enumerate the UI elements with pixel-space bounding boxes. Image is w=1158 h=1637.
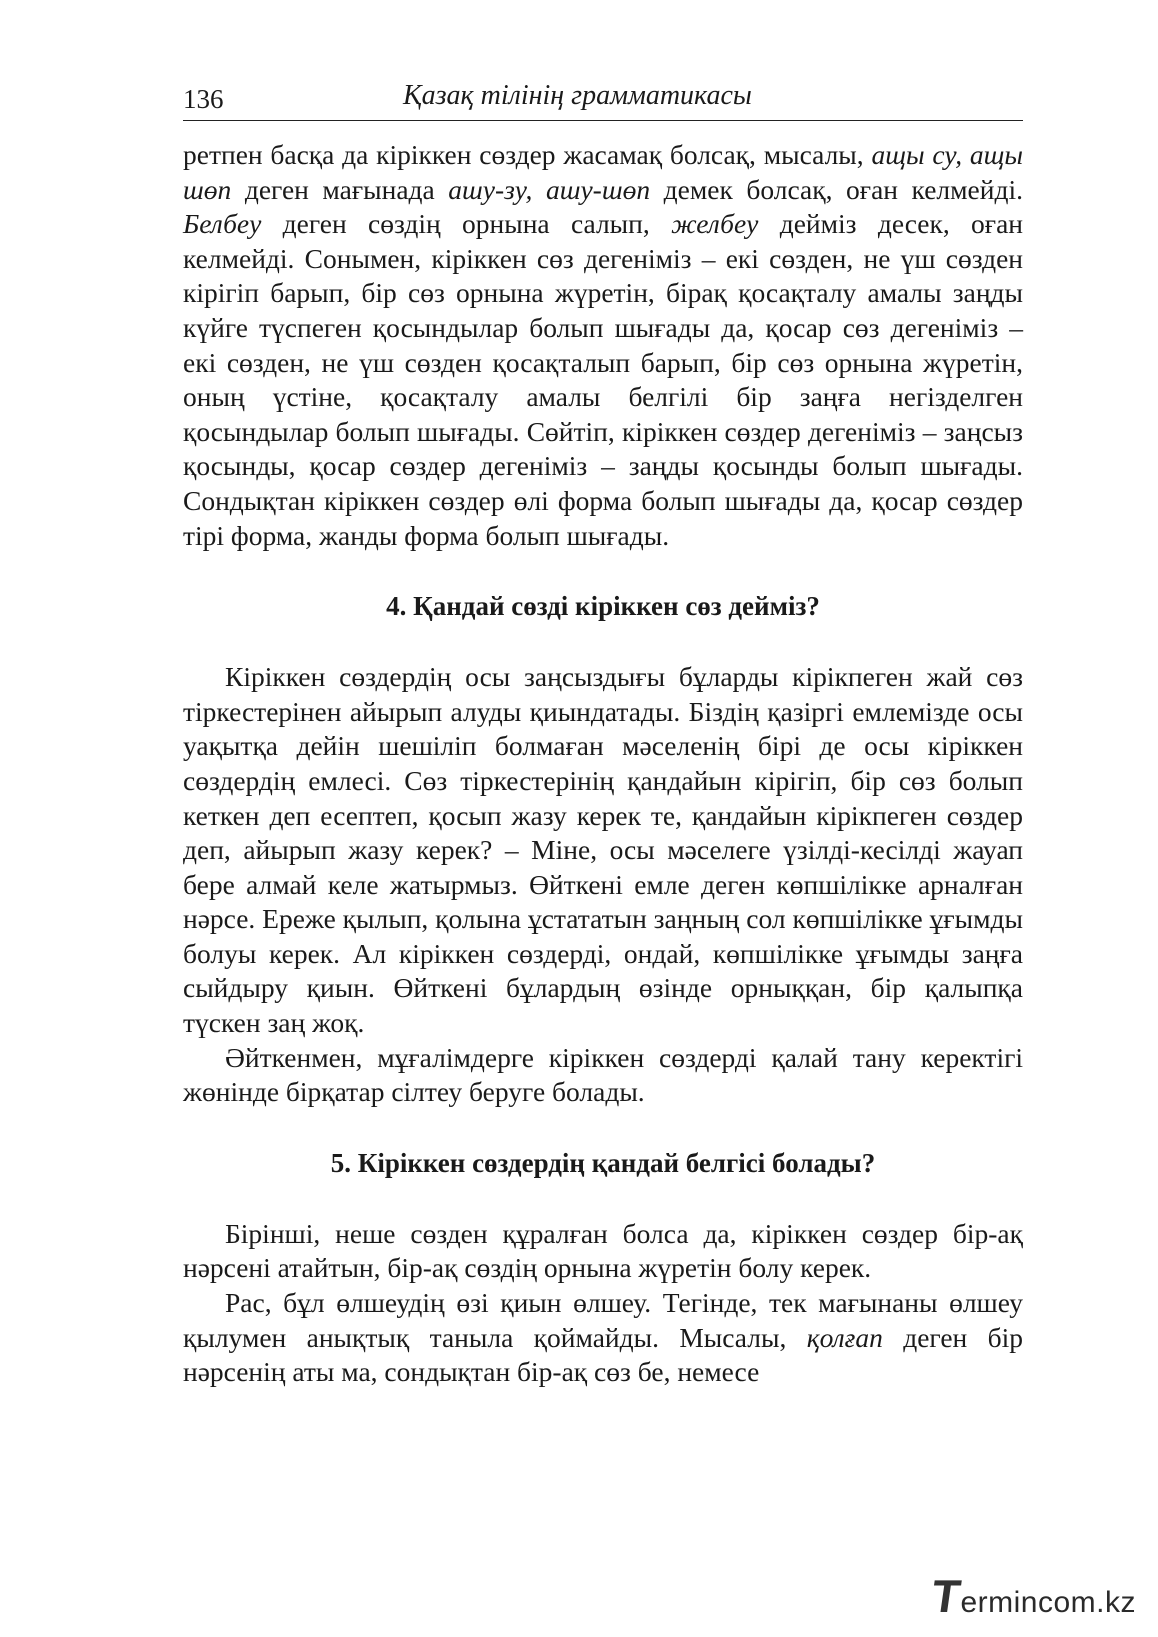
watermark-text: ermincom.kz [960, 1586, 1136, 1619]
running-head [183, 80, 1023, 121]
italic-example: ашу-зу, ашу-шөп [448, 173, 651, 205]
paragraph-continued [183, 138, 1023, 553]
section-heading-4: 4. Қандай сөзді кіріккен сөз дейміз? [386, 591, 820, 622]
paragraph: Кіріккен сөздердің осы заңсыздығы бұларды кірікпеген жай сөз тіркестерінен айырып алуды қиындатады. Біздің қазіргі емлемізде осы уақытқа дейін шешіліп болмаған мәселенің бірі де осы кіріккен сөздердің емлесі. Сөз тіркестерінің қандайын кірігіп, бір сөз болып кеткен деп есептеп, қосып жазу керек те, қандайын кірікпеген сөздер деп, айырып жазу керек? – Міне, осы мәселеге үзілді-кесілді жауап бере алмай келе жатырмыз. Өйткені емле деген көпшілікке арналған нәрсе. Ереже қылып, қолына ұстататын заңның сол көпшілікке ұғымды болуы керек. Ал кіріккен сөздерді, ондай, көпшілікке ұғымды заңға сыйдыру қиын. Өйткені бұлардың өзінде орныққан, бір қалыпқа түскен заң жоқ. [183, 661, 1023, 1039]
italic-example: Белбеу [183, 208, 262, 240]
italic-example: желбеу [671, 208, 759, 240]
section-heading-5: 5. Кіріккен сөздердің қандай белгісі болады? [330, 1147, 876, 1178]
watermark-logo [928, 1569, 1136, 1623]
book-title: Қазақ тілінің грамматикасы [403, 80, 752, 111]
text-run: ретпен басқа да кіріккен сөздер жасамақ болсақ, мысалы, [183, 139, 872, 170]
text-run: деген бір нәрсенің аты ма, сондықтан бір-ақ сөз бе, немесе [183, 1321, 1024, 1388]
italic-example: ащы су, ащы шөп [183, 139, 1023, 205]
text-run: дейміз десек, оған келмейді. Сонымен, кіріккен сөз дегеніміз – екі сөзден, не үш сөзден кірігіп барып, бір сөз орнына жүретін, бірақ қосақталу амалы заңды күйге түспеген қосындылар болып шығады да, қосар сөз дегеніміз – екі сөзден, не үш сөзден қосақталып барып, бір сөз орнына жүретін, оның үстіне, қосақталу амалы белгілі бір заңға негізделген қосындылар болып шығады. Сөйтіп, кіріккен сөздер дегеніміз – заңсыз қосынды, қосар сөздер дегеніміз – заңды қосынды болып шығады. Сондықтан кіріккен сөздер өлі форма болып шығады да, қосар сөздер тірі форма, жанды форма болып шығады. [183, 208, 1023, 551]
text-run: деген сөздің орнына салып, [261, 208, 672, 240]
paragraph: Бірінші, неше сөзден құралған болса да, кіріккен сөздер бір-ақ нәрсені атайтын, бір-ақ сөздің орнына жүретін болу керек. [183, 1217, 1023, 1284]
paragraph: Әйткенмен, мұғалімдерге кіріккен сөздерді қалай тану керектігі жөнінде бірқатар сілтеу беруге болады. [183, 1041, 1023, 1108]
text-run: Рас, бұл өлшеудің өзі қиын өлшеу. Тегінде, тек мағынаны өлшеу қылумен анықтық танылa қоймайды. Мысалы, [183, 1287, 1023, 1353]
body-text [183, 138, 1023, 1390]
italic-example: қолғап [806, 1321, 883, 1353]
watermark-letter: T [928, 1570, 965, 1622]
text-run: деген мағынада [231, 173, 449, 205]
text-run: демек болсақ, оған келмейді. [650, 173, 1023, 205]
paragraph [183, 1286, 1023, 1390]
page-number: 136 [183, 84, 224, 114]
